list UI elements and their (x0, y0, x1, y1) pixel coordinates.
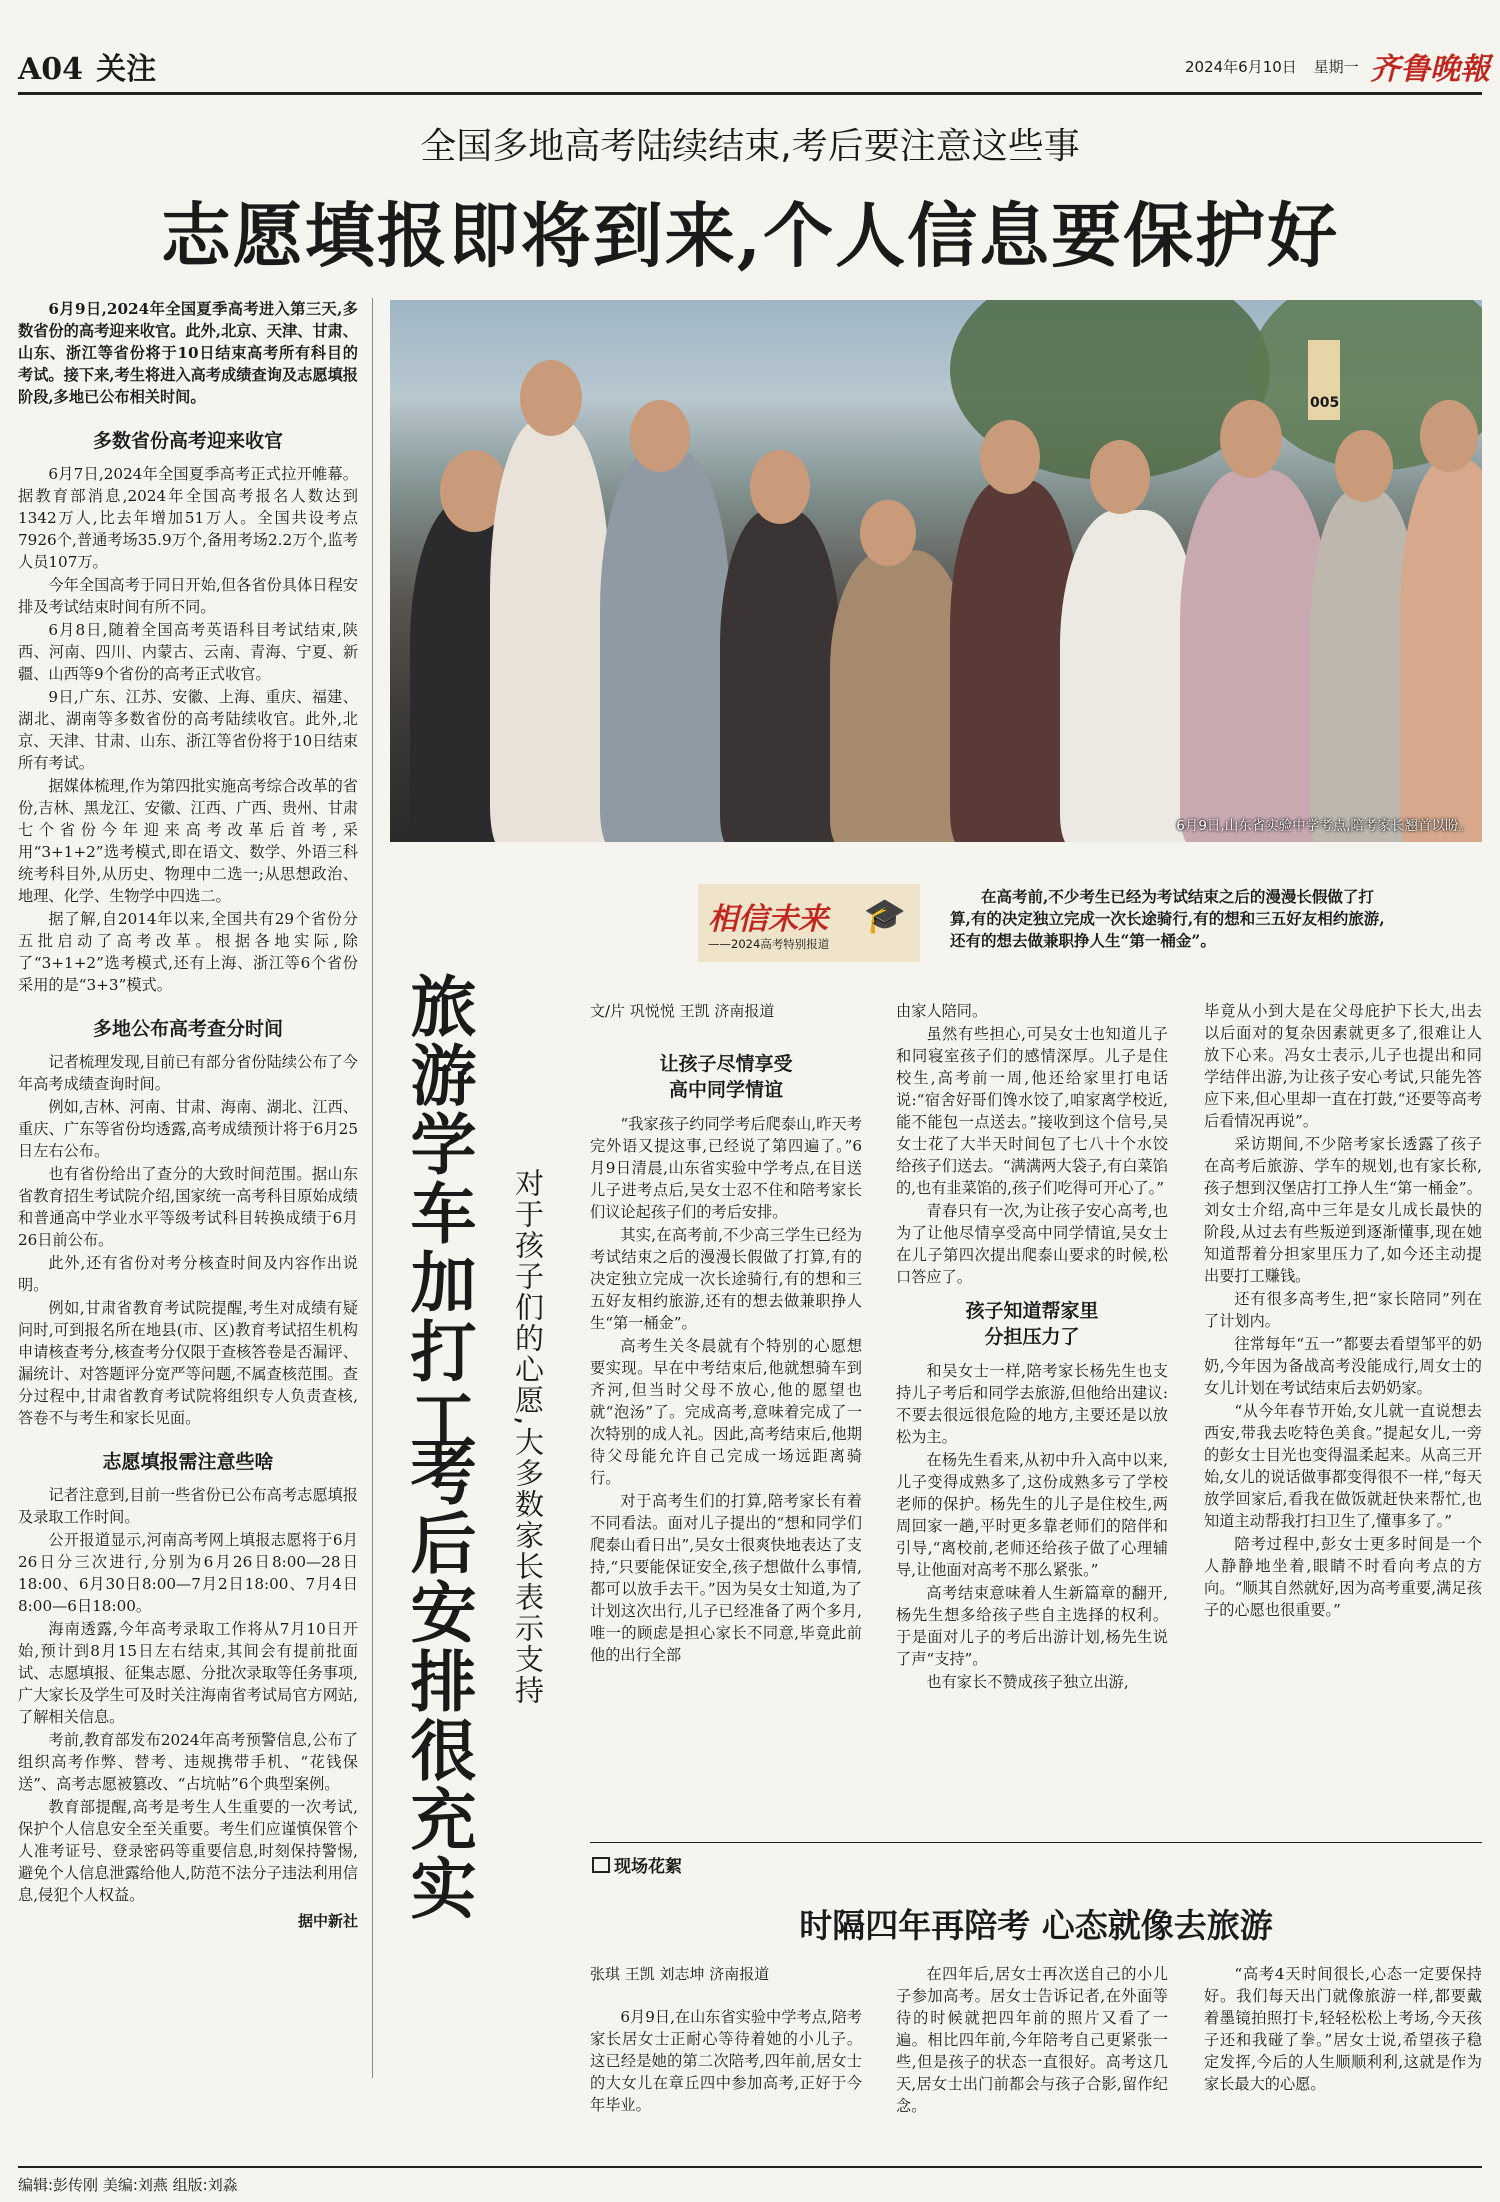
person-head (750, 450, 810, 524)
person-head (980, 420, 1040, 494)
masthead-logo: 齐鲁晚報 (1370, 52, 1490, 87)
section-name: 关注 (96, 52, 157, 87)
person-shape (830, 550, 970, 842)
feature-intro: 在高考前,不少考生已经为考试结束之后的漫漫长假做了打算,有的决定独立完成一次长途骑行,有的想和三五好友相约旅游,还有的想去做兼职挣人生“第一桶金”。 (950, 887, 1385, 950)
footer-rule (18, 2166, 1482, 2168)
paragraph: 和吴女士一样,陪考家长杨先生也支持儿子考后和同学去旅游,但他给出建议:不要去很远很危险的地方,主要还是以放松为主。 (896, 1362, 1168, 1446)
person-head (630, 400, 690, 472)
paragraph: 还有很多高考生,把“家长陪同”列在了计划内。 (1204, 1290, 1482, 1330)
scene-column-1 (590, 1963, 862, 2163)
paragraph: 在杨先生看来,从初中升入高中以来,儿子变得成熟多了,这份成熟多亏了学校老师的保护。杨先生的儿子是住校生,两周回家一趟,平时更多靠老师们的陪伴和引导,“离校前,老师还给孩子做了心理辅导,让他面对高考不那么紧张。” (896, 1451, 1168, 1579)
paragraph: 6月7日,2024年全国夏季高考正式拉开帷幕。据教育部消息,2024年全国高考报名人数达到1342万人,比去年增加51万人。全国共设考点7926个,普通考场35.9万个,备用考场2.2万个,监考人员107万。 (18, 465, 358, 571)
person-head (1220, 400, 1282, 478)
person-shape (1400, 460, 1482, 842)
feature-subhead: 孩子知道帮家里 分担压力了 (965, 1300, 1099, 1348)
scene-divider (590, 1842, 1482, 1843)
header-rule (18, 92, 1482, 95)
feature-logo-title: 相信未来 (708, 902, 828, 937)
source-credit: 据中新社 (297, 1912, 358, 1930)
person-shape (600, 450, 730, 842)
person-head (520, 360, 582, 436)
left-column (18, 298, 358, 2078)
paragraph: 例如,甘肃省教育考试院提醒,考生对成绩有疑问时,可到报名所在地县(市、区)教育考试招生机构申请核查考分,核查考分仅限于查核答卷是否漏评、漏统计、对答题评分宽严等问题,不属查核范围。查分过程中,甘肃省教育考试院将组织专人负责查核,答卷不与考生和家长见面。 (18, 1299, 358, 1427)
paragraph: 其实,在高考前,不少高三学生已经为考试结束之后的漫漫长假做了打算,有的决定独立完成一次长途骑行,有的想和三五好友相约旅游,还有的想去做兼职挣人生“第一桶金”。 (590, 1226, 862, 1332)
section-heading: 多数省份高考迎来收官 (92, 430, 283, 452)
paragraph: 在四年后,居女士再次送自己的小儿子参加高考。居女士告诉记者,在外面等待的时候就把四年前的照片又看了一遍。相比四年前,今年陪考自己更紧张一些,但是孩子的状态一直很好。高考这几天,居女士出门前都会与孩子合影,留作纪念。 (896, 1965, 1168, 2115)
paragraph: 9日,广东、江苏、安徽、上海、重庆、福建、湖北、湖南等多数省份的高考陆续收官。此外,北京、天津、甘肃、山东、浙江等省份将于10日结束所有考试。 (18, 688, 358, 772)
section-heading: 多地公布高考查分时间 (92, 1018, 283, 1040)
feature-title-1: 旅游学车加打工 (399, 972, 477, 1455)
paragraph: 6月8日,随着全国高考英语科目考试结束,陕西、河南、四川、内蒙古、云南、青海、宁夏、新疆、山西等9个省份的高考正式收官。 (18, 621, 358, 683)
feature-deck: 对于孩子们的心愿,大多数家长表示支持 (511, 1168, 545, 1707)
issue-date: 2024年6月10日 星期一 (1185, 58, 1359, 76)
paragraph: 此外,还有省份对考分核查时间及内容作出说明。 (18, 1254, 358, 1294)
graduation-cap-icon: 🎓 (863, 896, 906, 936)
feature-column-1 (590, 1000, 862, 1826)
headline-kicker: 全国多地高考陆续结束,考后要注意这些事 (420, 126, 1080, 167)
person-shape (1180, 470, 1330, 842)
paragraph: 由家人陪同。 (896, 1002, 988, 1020)
feature-logo (698, 884, 920, 962)
paragraph: 高考结束意味着人生新篇章的翻开,杨先生想多给孩子些自主选择的权利。于是面对儿子的考后出游计划,杨先生说了声“支持”。 (896, 1584, 1168, 1668)
paragraph: “我家孩子约同学考后爬泰山,昨天考完外语又提这事,已经说了第四遍了。”6月9日清晨,山东省实验中学考点,在目送儿子进考点后,吴女士忍不住和陪考家长们议论起孩子们的考后安排。 (590, 1115, 862, 1221)
scene-byline: 张琪 王凯 刘志坤 济南报道 (590, 1965, 770, 1983)
feature-column-3 (1204, 1000, 1482, 1826)
person-shape (490, 420, 610, 842)
paragraph: 青春只有一次,为让孩子安心高考,也为了让他尽情享受高中同学情谊,吴女士在儿子第四次提出爬泰山要求的时候,松口答应了。 (896, 1202, 1168, 1286)
person-head (860, 500, 916, 566)
paragraph: 6月9日,在山东省实验中学考点,陪考家长居女士正耐心等待着她的小儿子。这已经是她的第二次陪考,四年前,居女士的大女儿在章丘四中参加高考,正好于今年毕业。 (590, 2008, 862, 2114)
crowd-photo (390, 300, 1482, 842)
paragraph: 虽然有些担心,可吴女士也知道儿子和同寝室孩子们的感情深厚。儿子是住校生,高考前一周,他还给家里打电话说:“宿舍好哥们馋水饺了,咱家离学校近,能不能包一点送去。”接收到这个信号,吴女士花了大半天时间包了七八十个水饺给孩子们送去。“满满两大袋子,有白菜馅的,也有韭菜馅的,孩子们吃得可开心了。” (896, 1025, 1168, 1197)
page-number: A04 关注 (18, 52, 157, 87)
paragraph: 教育部提醒,高考是考生人生重要的一次考试,保护个人信息安全至关重要。考生们应谨慎保管个人准考证号、登录密码等重要信息,时刻保持警惕,避免个人信息泄露给他人,防范不法分子违法利用信息,侵犯个人权益。 (18, 1798, 358, 1904)
person-head (1420, 400, 1478, 472)
scene-tag: 现场花絮 (592, 1852, 682, 1877)
paragraph: 据媒体梳理,作为第四批实施高考综合改革的省份,吉林、黑龙江、安徽、江西、广西、贵州、甘肃七个省份今年迎来高考改革后首考,采用“3+1+2”选考模式,即在语文、数学、外语三科统考科目外,从历史、物理中二选一;从思想政治、地理、化学、生物学中四选二。 (18, 777, 358, 905)
paragraph: 陪考过程中,彭女士更多时间是一个人静静地坐着,眼睛不时看向考点的方向。“顺其自然就好,因为高考重要,满足孩子的心愿也很重要。” (1204, 1535, 1482, 1619)
tag-icon (592, 1857, 610, 1873)
paragraph: 海南透露,今年高考录取工作将从7月10日开始,预计到8月15日左右结束,其间会有提前批面试、志愿填报、征集志愿、分批次录取等任务事项,广大家长及学生可及时关注海南省考试局官方网站,了解相关信息。 (18, 1620, 358, 1726)
paragraph: 往常每年“五一”都要去看望邹平的奶奶,今年因为备战高考没能成行,周女士的女儿计划在考试结束后去奶奶家。 (1204, 1335, 1482, 1397)
sign-text: 005 (1310, 395, 1340, 411)
section-heading: 志愿填报需注意些啥 (102, 1451, 274, 1473)
scene-column-2 (896, 1963, 1168, 2163)
paragraph: 据了解,自2014年以来,全国共有29个省份分五批启动了高考改革。根据各地实际,除了“3+1+2”选考模式,还有上海、浙江等6个省份采用的是“3+3”模式。 (18, 910, 358, 994)
photo-caption: 6月9日,山东省实验中学考点,陪考家长翘首以盼。 (1176, 818, 1472, 834)
feature-subhead: 让孩子尽情享受 高中同学情谊 (659, 1053, 793, 1101)
paragraph: 记者梳理发现,目前已有部分省份陆续公布了今年高考成绩查询时间。 (18, 1053, 358, 1093)
paragraph: “高考4天时间很长,心态一定要保持好。我们每天出门就像旅游一样,都要戴着墨镜拍照打卡,轻轻松松上考场,今天孩子还和我碰了拳。”居女士说,希望孩子稳定发挥,今后的人生顺顺利利,这就是作为家长最大的心愿。 (1204, 1965, 1482, 2093)
paragraph: 采访期间,不少陪考家长透露了孩子在高考后旅游、学车的规划,也有家长称,孩子想到汉堡店打工挣人生“第一桶金”。刘女士介绍,高中三年是女儿成长最快的阶段,从过去有些叛逆到逐渐懂事,现在她知道帮着分担家里压力了,如今还主动提出要打工赚钱。 (1204, 1135, 1482, 1285)
person-head (1335, 430, 1393, 502)
paragraph: 考前,教育部发布2024年高考预警信息,公布了组织高考作弊、替考、违规携带手机、“花钱保送”、高考志愿被篡改、“占坑帖”6个典型案例。 (18, 1731, 358, 1793)
paragraph: 高考生关冬晨就有个特别的心愿想要实现。早在中考结束后,他就想骑车到齐河,但当时父母不放心,他的愿望也就“泡汤”了。完成高考,意味着完成了一次特别的成人礼。因此,高考结束后,他期待父母能允许自己完成一场远距离骑行。 (590, 1337, 862, 1487)
paragraph: 也有省份给出了查分的大致时间范围。据山东省教育招生考试院介绍,国家统一高考科目原始成绩和普通高中学业水平等级考试科目转换成绩于6月26日前公布。 (18, 1165, 358, 1249)
paragraph: 对于高考生们的打算,陪考家长有着不同看法。面对儿子提出的“想和同学们爬泰山看日出”,吴女士很爽快地表达了支持,“只要能保证安全,孩子想做什么事情,都可以放手去干。”因为吴女士知道,为了计划这次出行,儿子已经准备了两个多月,唯一的顾虑是担心家长不同意,毕竟此前他的出行全部 (590, 1492, 862, 1664)
weekday: 星期一 (1313, 58, 1359, 76)
lead-paragraph: 6月9日,2024年全国夏季高考进入第三天,多数省份的高考迎来收官。此外,北京、天津、甘肃、山东、浙江等省份将于10日结束高考所有科目的考试。接下来,考生将进入高考成绩查询及志愿填报阶段,多地已公布相关时间。 (18, 300, 358, 406)
feature-column-2 (896, 1000, 1168, 1826)
paragraph: 毕竟从小到大是在父母庇护下长大,出去以后面对的复杂因素就更多了,很难让人放下心来。冯女士表示,儿子也提出和同学结伴出游,为让孩子安心考试,只能先答应下来,但心里却一直在打鼓,“还要等高考后看情况再说”。 (1204, 1002, 1482, 1130)
scene-column-3 (1204, 1963, 1482, 2163)
feature-logo-sub: ——2024高考特别报道 (708, 937, 830, 951)
person-head (1090, 440, 1150, 514)
headline-title: 志愿填报即将到来,个人信息要保护好 (160, 194, 1340, 277)
paragraph: 今年全国高考于同日开始,但各省份具体日程安排及考试结束时间有所不同。 (18, 576, 358, 616)
feature-byline: 文/片 巩悦悦 王凯 济南报道 (590, 1002, 775, 1020)
scene-title: 时隔四年再陪考 心态就像去旅游 (799, 1906, 1273, 1945)
paragraph: 公开报道显示,河南高考网上填报志愿将于6月26日分三次进行,分别为6月26日8:00—28日18:00、6月30日8:00—7月2日18:00、7月4日8:00—6日18:00。 (18, 1531, 358, 1615)
column-divider (372, 298, 373, 2078)
paragraph: 记者注意到,目前一些省份已公布高考志愿填报及录取工作时间。 (18, 1486, 358, 1526)
paragraph: “从今年春节开始,女儿就一直说想去西安,带我去吃特色美食。”提起女儿,一旁的彭女士目光也变得温柔起来。从高三开始,女儿的说话做事都变得很不一样,“每天放学回家后,看我在做饭就赶快来帮忙,也知道主动帮我打扫卫生了,懂事多了。” (1204, 1402, 1482, 1530)
person-shape (720, 510, 840, 842)
paragraph: 例如,吉林、河南、甘肃、海南、湖北、江西、重庆、广东等省份均透露,高考成绩预计将于6月25日左右公布。 (18, 1098, 358, 1160)
person-shape (1060, 510, 1200, 842)
feature-title-2: 考后安排很充实 (399, 1440, 477, 1923)
paragraph: 也有家长不赞成孩子独立出游, (926, 1673, 1129, 1691)
footer-credits: 编辑:彭传刚 美编:刘燕 组版:刘淼 (18, 2176, 238, 2194)
